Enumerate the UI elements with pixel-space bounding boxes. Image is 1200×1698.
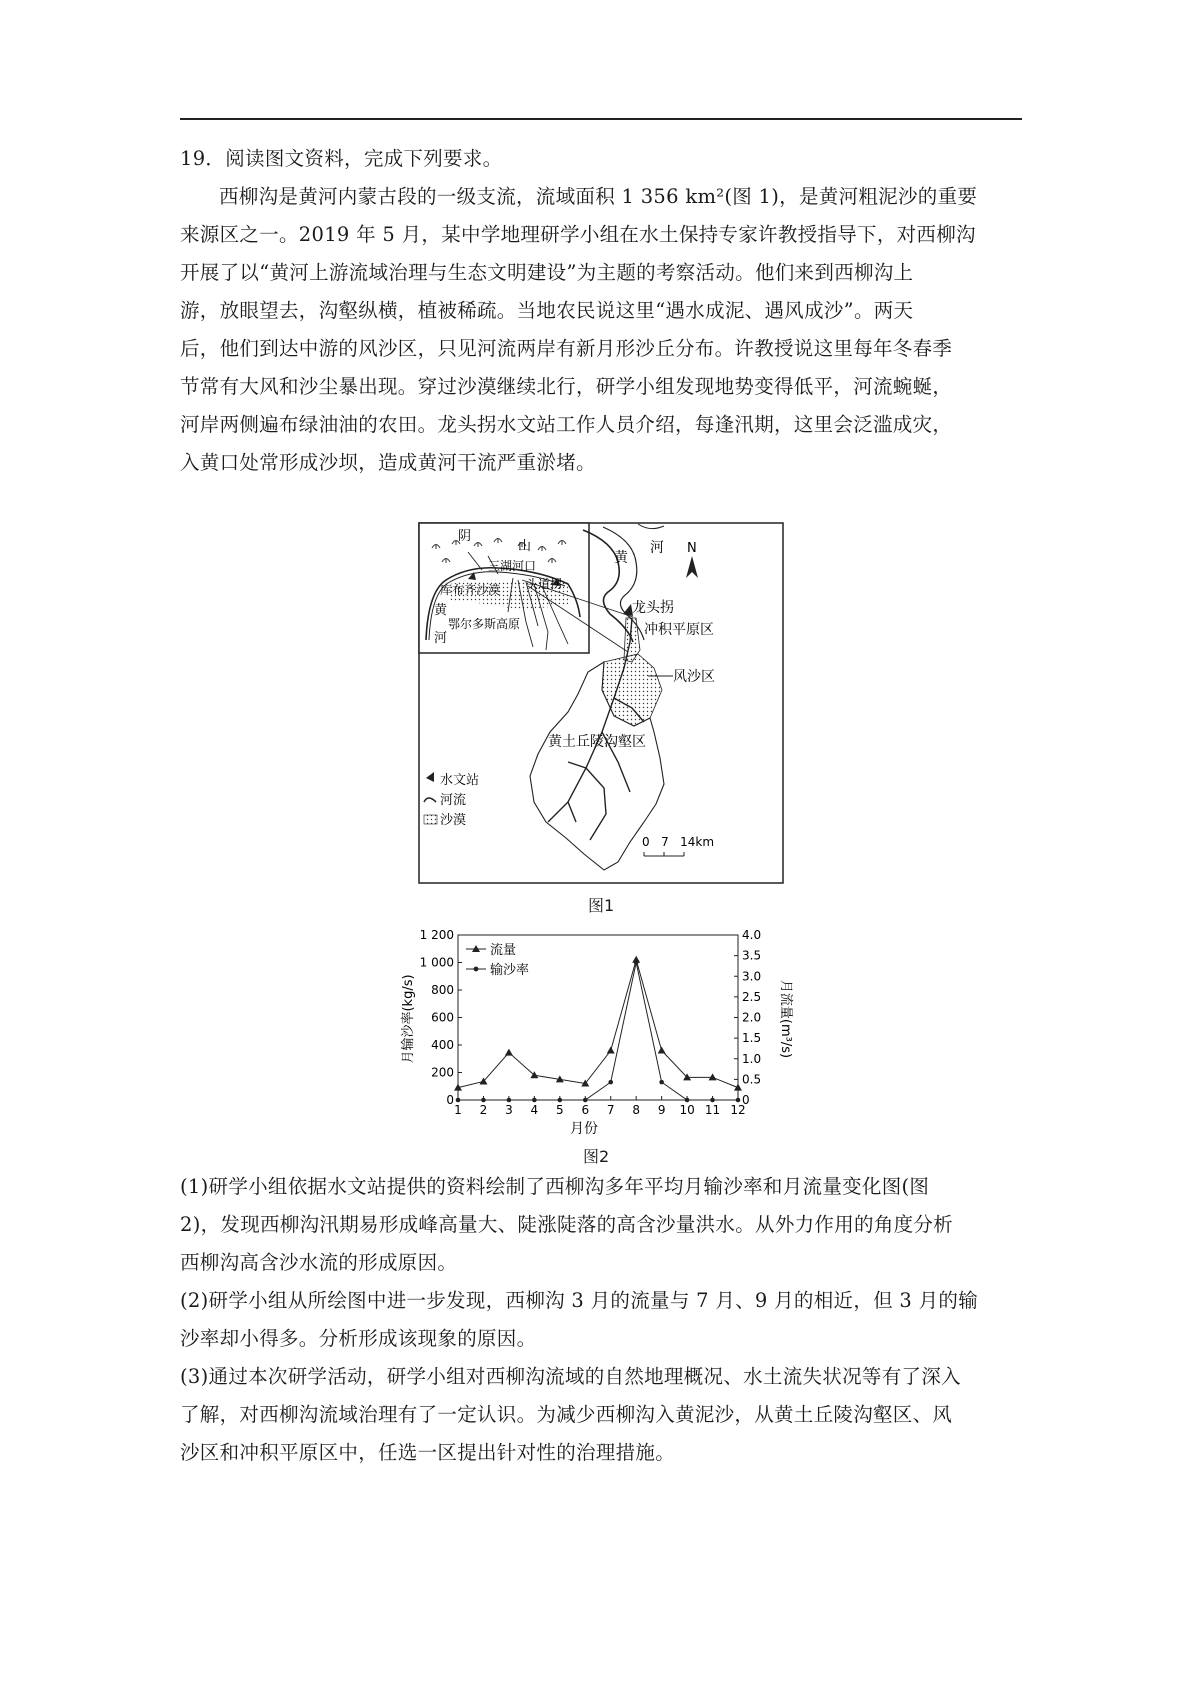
svg-text:水文站: 水文站 [440, 773, 480, 788]
flow-point [505, 1049, 513, 1056]
sediment-point [583, 1098, 588, 1103]
intro-line: 河岸两侧遍布绿油油的农田。龙头拐水文站工作人员介绍，每逢汛期，这里会泛滥成灾， [180, 413, 953, 436]
right-tick-label: 1.5 [742, 1031, 762, 1046]
basin-map [418, 522, 784, 884]
sediment-point [507, 1098, 512, 1103]
top-rule [180, 118, 1022, 120]
left-tick-label: 400 [431, 1038, 454, 1052]
discharge-sediment-chart [396, 925, 796, 1135]
question-line: 了解，对西柳沟流域治理有了一定认识。为减少西柳沟入黄泥沙，从黄土丘陵沟壑区、风 [180, 1403, 953, 1426]
figure1-caption: 图1 [588, 896, 615, 915]
left-tick-label: 600 [431, 1010, 454, 1025]
x-axis-ticks [454, 1096, 745, 1117]
right-tick-label: 3.0 [742, 969, 762, 984]
left-tick-label: 1 000 [419, 955, 454, 970]
x-tick-label: 5 [555, 1103, 564, 1117]
intro-paragraph [180, 178, 1022, 482]
inset-label-shan: 山 [518, 539, 532, 554]
inset-label-he: 河 [434, 631, 448, 646]
flow-point [658, 1047, 666, 1054]
x-tick-label: 2 [479, 1103, 488, 1117]
x-tick-label: 6 [581, 1103, 590, 1117]
right-tick-label: 4.0 [742, 928, 762, 942]
x-tick-label: 4 [530, 1103, 539, 1117]
right-tick-label: 3.5 [742, 948, 762, 963]
question-line: 沙率却小得多。分析形成该现象的原因。 [180, 1327, 537, 1350]
inset-label-sanhukou: 三湖河口 [488, 559, 537, 573]
sediment-point [532, 1098, 537, 1103]
inset-label-kubuqi: 库布齐沙漠 [440, 583, 501, 597]
left-tick-label: 800 [431, 983, 454, 997]
left-axis-ticks [420, 928, 462, 1107]
label-he: 河 [650, 540, 664, 556]
intro-line: 开展了以“黄河上游流域治理与生态文明建设”为主题的考察活动。他们来到西柳沟上 [180, 261, 914, 284]
intro-line: 后，他们到达中游的风沙区，只见河流两岸有新月形沙丘分布。许教授说这里每年冬春季 [180, 337, 953, 360]
sediment-point [685, 1098, 690, 1103]
left-tick-label: 0 [446, 1093, 454, 1107]
x-tick-label: 12 [730, 1103, 746, 1117]
sediment-point [634, 960, 639, 965]
flow-point [734, 1084, 742, 1091]
svg-text:沙漠: 沙漠 [440, 813, 467, 828]
inset-label-yin: 阴 [458, 529, 472, 544]
sediment-point [659, 1080, 664, 1085]
question-line: 2)，发现西柳沟汛期易形成峰高量大、陡涨陡落的高含沙量洪水。从外力作用的角度分析 [180, 1213, 954, 1236]
label-sand-area: 风沙区 [673, 669, 715, 685]
intro-line: 游，放眼望去，沟壑纵横，植被稀疏。当地农民说这里“遇水成泥、遇风成沙”。两天 [180, 299, 914, 322]
legend-flow: 流量 [490, 943, 517, 958]
north-arrow-icon [686, 541, 698, 578]
label-alluvial: 冲积平原区 [644, 622, 714, 638]
svg-text:0 7 14km: 0 7 14km [642, 835, 715, 849]
questions-block [180, 1168, 1022, 1472]
series-line-flow [458, 960, 738, 1088]
left-tick-label: 200 [431, 1065, 454, 1080]
scale-bar [642, 835, 714, 856]
question-line: (2)研学小组从所绘图中进一步发现，西柳沟 3 月的流量与 7 月、9 月的相近，但 3 月的输 [180, 1289, 979, 1312]
right-tick-label: 2.5 [742, 989, 762, 1004]
legend-dot-icon [474, 967, 479, 972]
right-tick-label: 0 [742, 1093, 750, 1107]
sediment-point [608, 1080, 613, 1085]
plot-area [458, 935, 738, 1100]
question-line: 西柳沟高含沙水流的形成原因。 [180, 1251, 458, 1274]
question-heading: 19．阅读图文资料，完成下列要求。 [180, 147, 503, 170]
desert-zone [602, 654, 662, 726]
flow-point [607, 1047, 615, 1054]
legend-desert-icon [424, 815, 437, 824]
right-tick-label: 0.5 [742, 1072, 762, 1087]
question-line: (1)研学小组依据水文站提供的资料绘制了西柳沟多年平均月输沙率和月流量变化图(图 [180, 1175, 930, 1198]
x-tick-label: 7 [606, 1103, 615, 1117]
x-tick-label: 11 [704, 1103, 721, 1117]
x-tick-label: 9 [657, 1103, 666, 1117]
y-axis-label-left: 月输沙率(kg/s) [401, 974, 416, 1064]
figure2-caption: 图2 [583, 1147, 610, 1166]
svg-text:河流: 河流 [440, 793, 467, 808]
intro-line: 入黄口处常形成沙坝，造成黄河干流严重淤堵。 [180, 451, 596, 474]
label-loess: 黄土丘陵沟壑区 [548, 734, 646, 750]
map-legend [424, 772, 479, 828]
x-tick-label: 3 [505, 1103, 513, 1117]
right-tick-label: 1.0 [742, 1051, 762, 1066]
chart-legend [466, 942, 529, 978]
left-tick-label: 1 200 [419, 928, 454, 942]
intro-line: 西柳沟是黄河内蒙古段的一级支流，流域面积 1 356 km²(图 1)，是黄河粗泥沙的重要 [219, 185, 978, 208]
label-huang: 黄 [614, 550, 628, 566]
sediment-point [736, 1098, 741, 1103]
right-tick-label: 2.0 [742, 1010, 762, 1025]
legend-sediment: 输沙率 [490, 963, 530, 978]
sediment-point [558, 1098, 563, 1103]
x-tick-label: 1 [454, 1103, 462, 1117]
label-longtouguai: 龙头拐 [632, 600, 674, 616]
intro-line: 来源区之一。2019 年 5 月，某中学地理研学小组在水土保持专家许教授指导下，对西柳沟 [180, 223, 976, 246]
x-tick-label: 10 [679, 1103, 695, 1117]
question-line: 沙区和冲积平原区中，任选一区提出针对性的治理措施。 [180, 1441, 676, 1464]
x-axis-label: 月份 [570, 1121, 598, 1135]
sediment-point [481, 1098, 486, 1103]
question-line: (3)通过本次研学活动，研学小组对西柳沟流域的自然地理概况、水土流失状况等有了深入 [180, 1365, 961, 1388]
inset-label-ordos: 鄂尔多斯高原 [448, 617, 521, 631]
legend-station-icon [426, 772, 434, 782]
sediment-point [456, 1098, 461, 1103]
sediment-point [710, 1098, 715, 1103]
svg-text:N: N [687, 541, 697, 556]
intro-line: 节常有大风和沙尘暴出现。穿过沙漠继续北行，研学小组发现地势变得低平，河流蜿蜒， [180, 375, 953, 398]
inset-label-toudaoguai: 头道拐 [526, 577, 563, 591]
x-tick-label: 8 [632, 1103, 641, 1117]
series-line-sediment [458, 963, 738, 1101]
inset-label-huang: 黄 [434, 603, 448, 618]
y-axis-label-right: 月流量(m³/s) [778, 979, 793, 1059]
legend-river-icon [424, 798, 436, 802]
